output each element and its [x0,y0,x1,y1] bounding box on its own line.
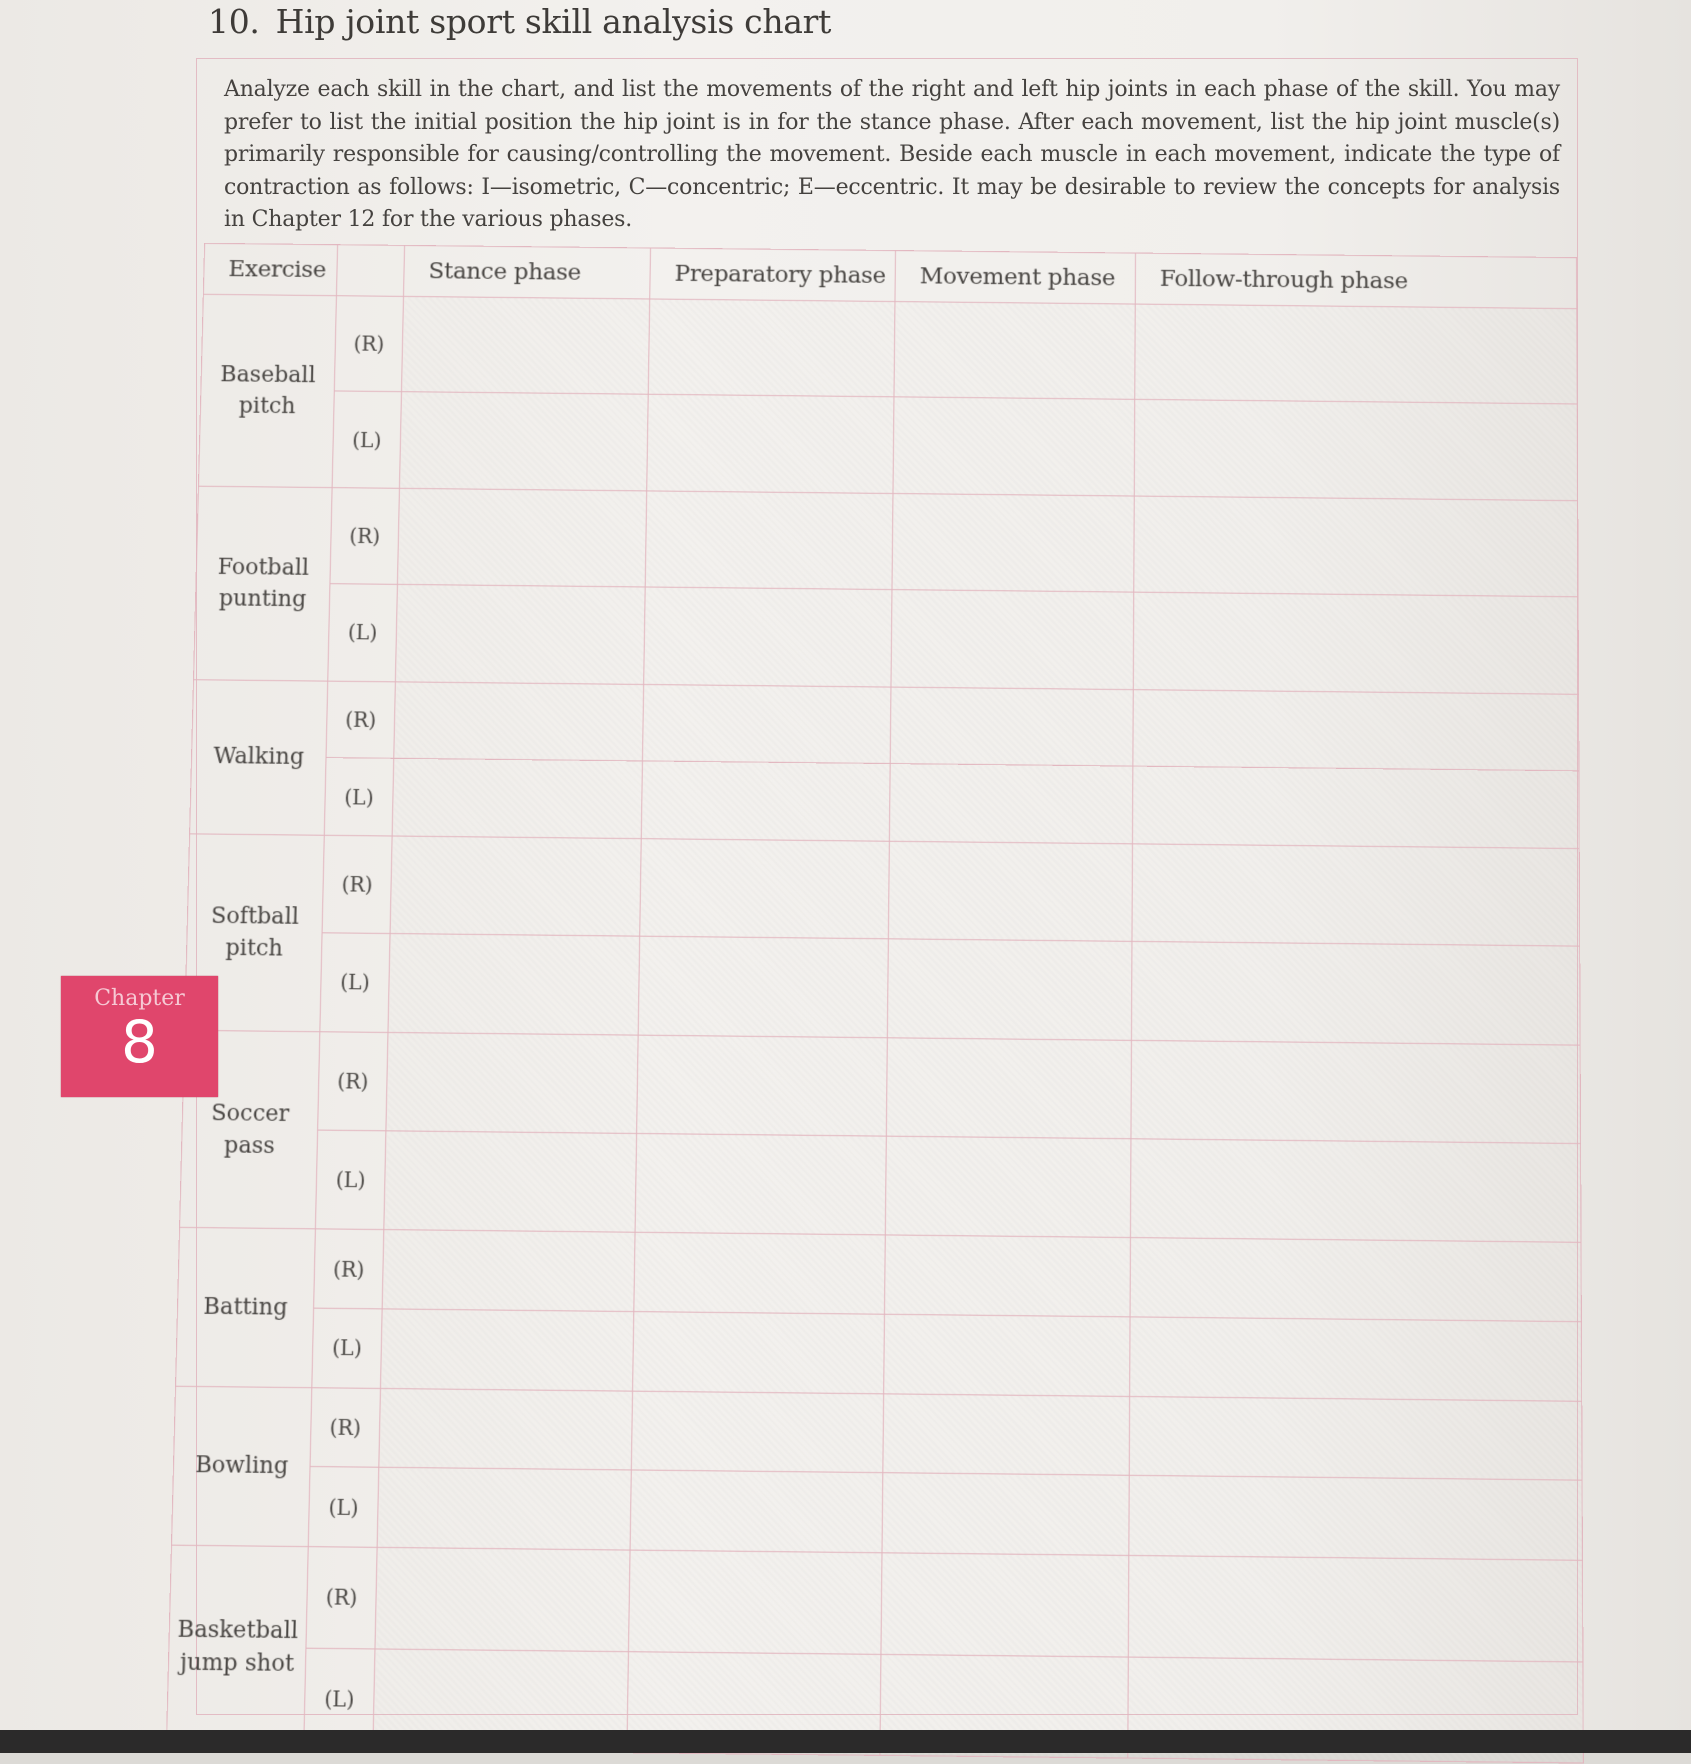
movement-phase-cell[interactable] [893,397,1135,496]
preparatory-phase-cell[interactable] [635,1133,886,1235]
side-label-left: (L) [308,1467,379,1548]
preparatory-phase-cell[interactable] [641,761,890,841]
movement-phase-cell[interactable] [887,939,1132,1040]
exercise-name: Softball [210,903,300,930]
stance-phase-cell[interactable] [394,681,644,761]
exercise-name: Baseball [220,362,316,389]
chapter-label: Chapter [94,986,185,1011]
side-label-right: (R) [326,681,395,759]
preparatory-phase-cell[interactable] [640,839,890,940]
preparatory-phase-cell[interactable] [637,1035,888,1136]
chapter-tab [61,976,218,1097]
side-label-left: (L) [332,391,401,488]
analysis-chart [166,243,1583,1764]
movement-phase-cell[interactable] [882,1473,1129,1555]
stance-phase-cell[interactable] [390,836,641,937]
preparatory-phase-cell[interactable] [630,1470,883,1553]
header-exercise: Exercise [203,243,337,295]
movement-phase-cell[interactable] [883,1394,1130,1476]
exercise-cell [198,294,336,487]
exercise-name-line2: punting [218,585,307,612]
side-label-left: (L) [324,758,393,836]
follow-through-phase-cell[interactable] [1130,1317,1582,1401]
side-label-right: (R) [310,1387,380,1467]
preparatory-phase-cell[interactable] [634,1233,885,1315]
header-follow-through-phase: Follow-through phase [1135,253,1577,309]
follow-through-phase-cell[interactable] [1129,1396,1582,1480]
header-preparatory-phase: Preparatory phase [650,248,896,302]
exercise-cell [166,1545,308,1749]
exercise-cell [171,1386,311,1547]
exercise-name: Batting [203,1293,288,1321]
movement-phase-cell[interactable] [889,764,1132,844]
stance-phase-cell[interactable] [395,584,645,683]
preparatory-phase-cell[interactable] [648,299,895,397]
movement-phase-cell[interactable] [884,1314,1130,1396]
preparatory-phase-cell[interactable] [638,936,888,1037]
table-row [198,390,1577,501]
preparatory-phase-cell[interactable] [631,1391,883,1473]
table-row [169,1545,1583,1661]
side-label-left: (L) [312,1308,382,1388]
follow-through-phase-cell[interactable] [1132,844,1580,947]
movement-phase-cell[interactable] [885,1136,1131,1238]
table-row [187,834,1580,947]
movement-phase-cell[interactable] [892,493,1134,592]
stance-phase-cell[interactable] [380,1309,633,1391]
preparatory-phase-cell[interactable] [633,1312,885,1394]
stance-phase-cell[interactable] [386,1032,638,1133]
stance-phase-cell[interactable] [392,758,642,838]
stance-phase-cell[interactable] [375,1547,630,1651]
table-row [174,1386,1583,1481]
exercise-name-line2: pitch [238,393,296,420]
table-row [182,1030,1580,1144]
side-label-right: (R) [306,1547,377,1649]
table-row [190,756,1580,848]
page-heading [208,2,831,41]
chapter-number: 8 [121,1008,158,1076]
side-label-right: (R) [314,1229,384,1309]
stance-phase-cell[interactable] [397,488,646,587]
preparatory-phase-cell[interactable] [645,491,893,590]
movement-phase-cell[interactable] [884,1235,1130,1317]
preparatory-phase-cell[interactable] [647,395,894,494]
follow-through-phase-cell[interactable] [1132,766,1579,848]
follow-through-phase-cell[interactable] [1131,942,1580,1045]
table-body [166,294,1583,1763]
side-label-right: (R) [318,1031,388,1130]
analysis-table [166,243,1584,1764]
follow-through-phase-cell[interactable] [1128,1556,1583,1662]
table-row [171,1465,1582,1560]
question-title: Hip joint sport skill analysis chart [275,2,832,41]
table-row [180,1129,1581,1243]
follow-through-phase-cell[interactable] [1131,1040,1581,1144]
side-label-left: (L) [304,1648,375,1750]
follow-through-phase-cell[interactable] [1133,689,1579,771]
follow-through-phase-cell[interactable] [1134,400,1577,501]
stance-phase-cell[interactable] [377,1468,631,1551]
movement-phase-cell[interactable] [890,687,1133,767]
stance-phase-cell[interactable] [399,392,648,491]
header-stance-phase: Stance phase [403,245,650,299]
side-label-left: (L) [320,933,390,1032]
exercise-cell [194,486,333,681]
table-row [201,294,1577,404]
exercise-name: Soccer pass [210,1099,290,1159]
exercise-name-line2: jump shot [179,1649,295,1678]
table-row [194,582,1579,693]
movement-phase-cell[interactable] [888,841,1132,942]
exercise-name-line2: pitch [225,935,284,962]
follow-through-phase-cell[interactable] [1133,592,1578,694]
stance-phase-cell[interactable] [379,1388,633,1470]
follow-through-phase-cell[interactable] [1135,304,1577,404]
question-number: 10. [208,2,260,41]
preparatory-phase-cell[interactable] [642,684,891,764]
page-bottom-edge [0,1730,1691,1753]
table-row [192,679,1579,771]
movement-phase-cell[interactable] [886,1037,1131,1138]
table-row [196,486,1578,597]
side-label-right: (R) [322,835,392,934]
stance-phase-cell[interactable] [382,1230,635,1312]
stance-phase-cell[interactable] [384,1131,637,1233]
follow-through-phase-cell[interactable] [1129,1476,1583,1561]
stance-phase-cell[interactable] [388,934,640,1035]
movement-phase-cell[interactable] [894,302,1135,400]
side-label-left: (L) [315,1130,386,1230]
table-row [176,1307,1582,1401]
preparatory-phase-cell[interactable] [644,587,892,686]
side-label-right: (R) [330,487,400,584]
exercise-name: Bowling [194,1452,289,1480]
exercise-cell [176,1228,316,1388]
side-label-right: (R) [334,296,403,392]
instructions-text: Analyze each skill in the chart, and list the movements of the right and left hip joints in each phase of the skill. You may prefer to list the initial position the hip joint is in for the stance phase. After each movement, list the hip joint muscle(s) primarily responsible for causing/controlling the movement. Beside each muscle in each movement, indicate the type of contraction as follows: I—isometric, C—concentric; E—eccentric. It may be desirable to review the concepts for analysis in Chapter 12 for the various phases. [224,77,1560,232]
exercise-cell [190,679,328,835]
follow-through-phase-cell[interactable] [1130,1238,1581,1322]
exercise-name: Basketball [177,1616,299,1645]
exercise-name: Football [217,554,310,581]
movement-phase-cell[interactable] [881,1553,1129,1657]
exercise-name: Walking [213,743,305,771]
header-side [336,245,404,297]
stance-phase-cell[interactable] [401,296,649,394]
follow-through-phase-cell[interactable] [1134,496,1578,597]
table-row [178,1228,1582,1322]
movement-phase-cell[interactable] [891,590,1134,689]
table-row [185,932,1581,1045]
side-label-left: (L) [328,584,398,682]
follow-through-phase-cell[interactable] [1130,1139,1581,1243]
preparatory-phase-cell[interactable] [628,1550,882,1654]
header-movement-phase: Movement phase [895,251,1136,305]
